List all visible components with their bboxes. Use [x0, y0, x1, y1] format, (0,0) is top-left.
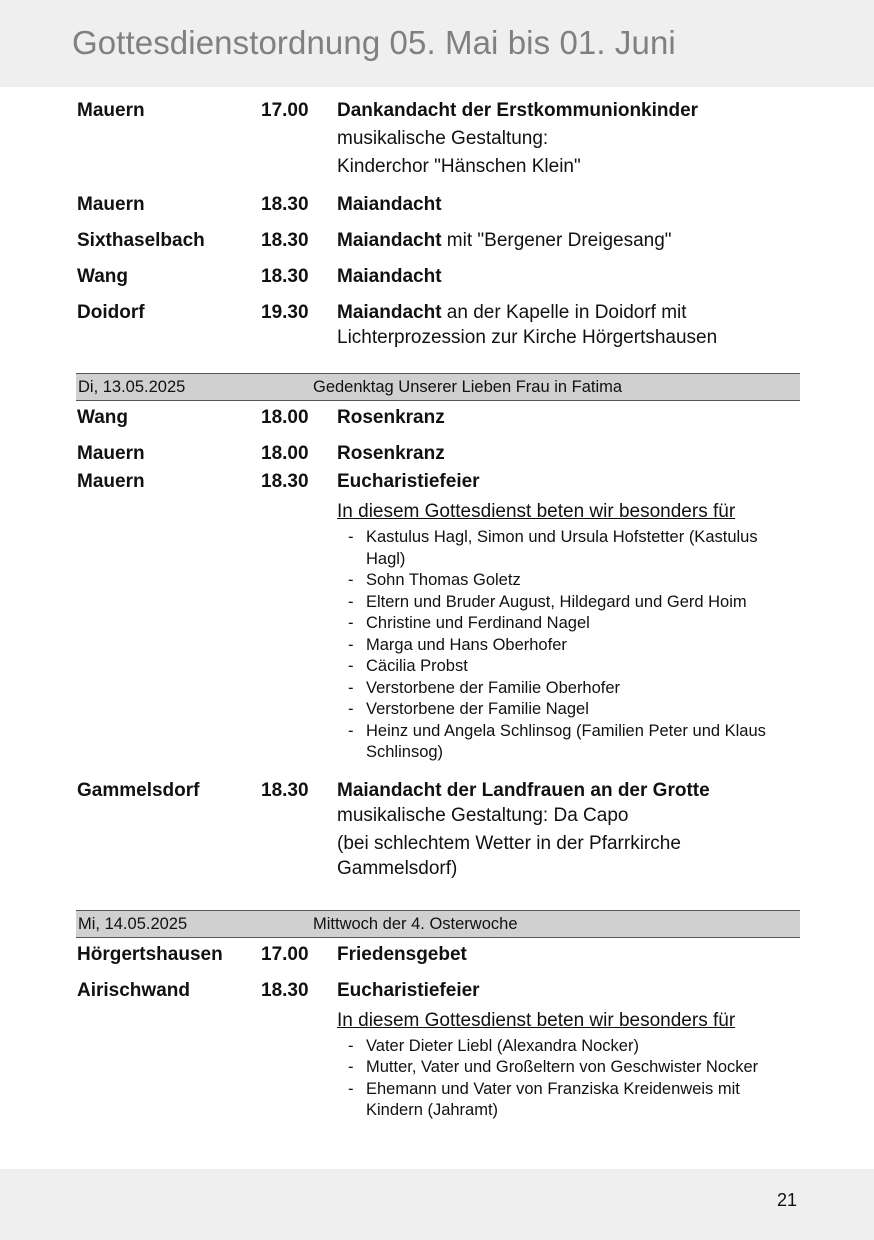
- service-time: 18.30: [261, 230, 309, 251]
- service-note: musikalische Gestaltung:: [337, 128, 549, 149]
- schedule: [76, 98, 800, 1133]
- list-item: - Heinz und Angela Schlinsog (Familien Peter und Klaus Schlinsog): [337, 721, 800, 764]
- service-time: 18.00: [261, 407, 309, 428]
- intention-heading: In diesem Gottesdienst beten wir besonders für: [337, 1009, 736, 1031]
- list-item: - Eltern und Bruder August, Hildegard und Gerd Hoim: [337, 592, 800, 614]
- service-title: Eucharistiefeier: [337, 471, 480, 492]
- intention-list: [337, 527, 800, 764]
- day-feast: Gedenktag Unserer Lieben Frau in Fatima: [313, 378, 623, 396]
- service-place: Sixthaselbach: [77, 230, 205, 251]
- day-header: [76, 910, 800, 938]
- service-entry: [76, 228, 800, 253]
- service-place: Airischwand: [77, 979, 190, 1001]
- list-item: - Sohn Thomas Goletz: [337, 570, 800, 592]
- service-title: Rosenkranz: [337, 407, 445, 428]
- service-place: Wang: [77, 266, 129, 287]
- service-time: 18.30: [261, 779, 309, 801]
- list-item: - Cäcilia Probst: [337, 656, 800, 678]
- service-place: Mauern: [77, 100, 145, 121]
- service-entry: [76, 300, 800, 350]
- list-item: - Verstorbene der Familie Nagel: [337, 699, 800, 721]
- list-item: - Ehemann und Vater von Franziska Kreidenweis mit Kindern (Jahramt): [337, 1079, 800, 1122]
- service-title: Maiandacht: [337, 266, 442, 287]
- service-place: Mauern: [77, 194, 145, 215]
- service-title: Friedensgebet: [337, 943, 467, 965]
- page-number: 21: [776, 1190, 797, 1210]
- service-title: Maiandacht: [337, 194, 442, 215]
- intention-heading: In diesem Gottesdienst beten wir besonders für: [337, 501, 736, 522]
- service-entry: [76, 469, 800, 764]
- list-item: - Vater Dieter Liebl (Alexandra Nocker): [337, 1036, 800, 1058]
- service-title: Rosenkranz: [337, 443, 445, 464]
- service-title: Maiandacht: [337, 302, 442, 323]
- page-title: Gottesdienstordnung 05. Mai bis 01. Juni: [72, 24, 676, 61]
- service-entry: [76, 978, 800, 1122]
- service-time: 18.30: [261, 471, 309, 492]
- service-time: 19.30: [261, 302, 309, 323]
- list-item: - Marga und Hans Oberhofer: [337, 635, 800, 657]
- service-place: Wang: [77, 407, 129, 428]
- service-entry: [76, 441, 800, 466]
- service-place: Gammelsdorf: [77, 779, 200, 801]
- page-footer: [0, 1169, 874, 1240]
- service-time: 17.00: [261, 100, 309, 121]
- service-title-suffix: mit "Bergener Dreigesang": [441, 230, 672, 251]
- list-item: - Mutter, Vater und Großeltern von Geschwister Nocker: [337, 1057, 800, 1079]
- service-note: (bei schlechtem Wetter in der Pfarrkirche Gammelsdorf): [337, 832, 681, 879]
- service-title-suffix: an der Kapelle in Doidorf mit: [441, 302, 687, 323]
- service-place: Hörgertshausen: [77, 943, 223, 965]
- service-entry: [76, 405, 800, 430]
- service-entry: [76, 98, 800, 179]
- page-header: [0, 0, 874, 87]
- service-place: Doidorf: [77, 302, 145, 323]
- service-time: 18.30: [261, 979, 309, 1001]
- day-feast: Mittwoch der 4. Osterwoche: [313, 914, 518, 933]
- service-time: 18.30: [261, 194, 309, 215]
- list-item: - Christine und Ferdinand Nagel: [337, 613, 800, 635]
- service-title: Maiandacht der Landfrauen an der Grotte: [337, 779, 710, 801]
- service-time: 18.00: [261, 443, 309, 464]
- service-note: Kinderchor "Hänschen Klein": [337, 156, 581, 177]
- service-title: Dankandacht der Erstkommunionkinder: [337, 100, 699, 121]
- service-time: 17.00: [261, 943, 309, 965]
- service-time: 18.30: [261, 266, 309, 287]
- day-date: Di, 13.05.2025: [78, 378, 186, 396]
- service-entry: [76, 778, 800, 881]
- service-title: Eucharistiefeier: [337, 979, 480, 1001]
- intention-list: [337, 1036, 800, 1122]
- service-entry: [76, 942, 800, 967]
- day-header: [76, 373, 800, 401]
- day-date: Mi, 14.05.2025: [78, 914, 188, 933]
- service-place: Mauern: [77, 471, 145, 492]
- service-note: musikalische Gestaltung: Da Capo: [337, 804, 629, 826]
- service-note: Lichterprozession zur Kirche Hörgertshausen: [337, 327, 718, 348]
- service-title: Maiandacht: [337, 230, 442, 251]
- service-place: Mauern: [77, 443, 145, 464]
- list-item: - Kastulus Hagl, Simon und Ursula Hofstetter (Kastulus Hagl): [337, 527, 800, 570]
- service-entry: [76, 264, 800, 289]
- service-entry: [76, 192, 800, 217]
- list-item: - Verstorbene der Familie Oberhofer: [337, 678, 800, 700]
